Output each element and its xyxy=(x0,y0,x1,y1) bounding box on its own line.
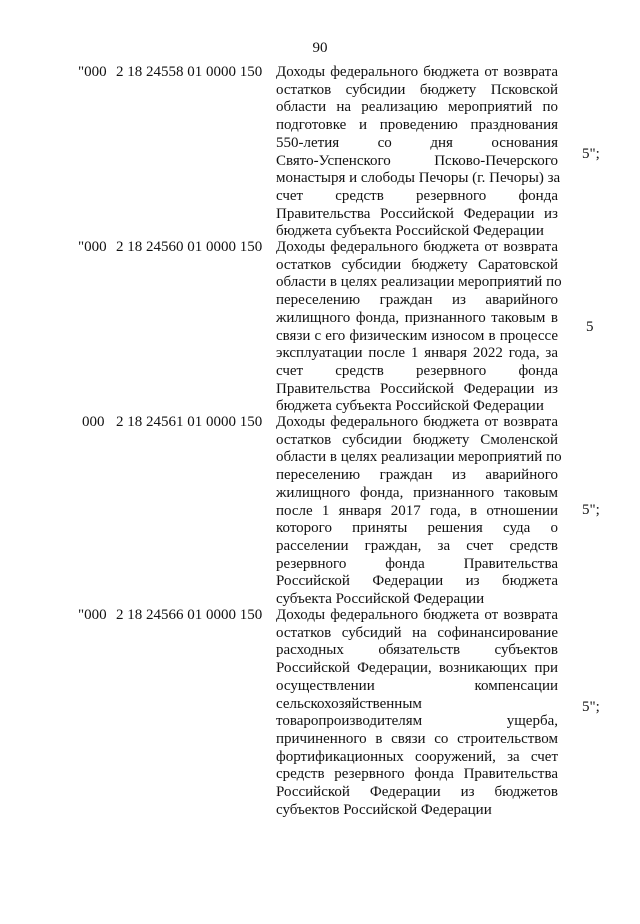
budget-classification-code: 2 18 24558 01 0000 150 xyxy=(116,64,263,80)
description-line: субъектов Российской Федерации xyxy=(276,801,492,818)
description-line: переселению граждан из аварийного xyxy=(276,292,558,309)
description-line: субъекта Российской Федерации xyxy=(276,591,485,608)
budget-classification-code: 2 18 24561 01 0000 150 xyxy=(116,414,263,430)
description-line: Российской Федерации, возникающих при xyxy=(276,660,558,677)
description-line: Доходы федерального бюджета от возврата xyxy=(276,239,558,255)
description-line: Российской Федерации из бюджетов xyxy=(276,784,558,801)
income-description xyxy=(276,64,561,240)
description-line: причиненного в связи со строительством xyxy=(276,730,558,747)
admin-code: 000 xyxy=(82,414,105,430)
table-row xyxy=(0,64,640,239)
description-line: остатков субсидии бюджету Псковской xyxy=(276,81,558,98)
table-row xyxy=(0,414,640,607)
standard-rate: 5 xyxy=(586,319,594,335)
admin-code: "000 xyxy=(78,607,107,623)
description-line: остатков субсидии бюджету Саратовской xyxy=(276,256,558,273)
description-line: Доходы федерального бюджета от возврата xyxy=(276,607,558,623)
admin-code: "000 xyxy=(78,64,107,80)
table-row xyxy=(0,607,640,822)
description-line: области в целях реализации мероприятий по xyxy=(276,274,562,291)
standard-rate: 5"; xyxy=(582,699,600,715)
standard-rate: 5"; xyxy=(582,146,600,162)
description-line: области в целях реализации мероприятий по xyxy=(276,449,562,466)
description-line: Правительства Российской Федерации из xyxy=(276,380,558,397)
description-line: переселению граждан из аварийного xyxy=(276,467,558,484)
description-line: резервного фонда Правительства xyxy=(276,555,558,572)
description-line: связи с его физическим износом в процессе xyxy=(276,327,558,344)
description-line: остатков субсидии бюджету Смоленской xyxy=(276,431,558,448)
table-row xyxy=(0,239,640,414)
budget-code-table xyxy=(0,64,640,822)
description-line: расселении граждан, за счет средств xyxy=(276,537,558,554)
description-line: жилищного фонда, признанного таковым xyxy=(276,484,558,501)
description-line: Правительства Российской Федерации из xyxy=(276,205,558,222)
description-line: бюджета субъекта Российской Федерации xyxy=(276,223,544,240)
description-line: 550-летия со дня основания xyxy=(276,134,558,151)
description-line: Доходы федерального бюджета от возврата xyxy=(276,64,558,80)
description-line: после 1 января 2017 года, в отношении xyxy=(276,502,558,519)
description-line: области на реализацию мероприятий по xyxy=(276,99,558,116)
description-line: подготовке и проведению празднования xyxy=(276,117,558,134)
description-line: сельскохозяйственным xyxy=(276,695,422,712)
description-line: фортификационных сооружений, за счет xyxy=(276,748,558,765)
description-line: счет средств резервного фонда xyxy=(276,362,558,379)
description-line: Доходы федерального бюджета от возврата xyxy=(276,414,558,430)
admin-code: "000 xyxy=(78,239,107,255)
income-description xyxy=(276,607,558,822)
description-line: осуществлении компенсации xyxy=(276,677,558,694)
description-line: Свято-Успенского Псково-Печерского xyxy=(276,152,558,169)
description-line: средств резервного фонда Правительства xyxy=(276,766,558,783)
description-line: монастыря и слободы Печоры (г. Печоры) за xyxy=(276,170,561,187)
description-line: Российской Федерации из бюджета xyxy=(276,573,558,590)
budget-classification-code: 2 18 24560 01 0000 150 xyxy=(116,239,263,255)
description-line: эксплуатации после 1 января 2022 года, за xyxy=(276,345,558,362)
page-number: 90 xyxy=(312,40,328,56)
budget-classification-code: 2 18 24566 01 0000 150 xyxy=(116,607,263,623)
description-line: которого приняты решения суда о xyxy=(276,520,558,537)
description-line: бюджета субъекта Российской Федерации xyxy=(276,398,544,415)
income-description xyxy=(276,414,562,608)
description-line: расходных обязательств субъектов xyxy=(276,642,558,659)
description-line: счет средств резервного фонда xyxy=(276,187,558,204)
description-line: остатков субсидий на софинансирование xyxy=(276,624,558,641)
description-line: товаропроизводителям ущерба, xyxy=(276,713,558,730)
description-line: жилищного фонда, признанного таковым в xyxy=(276,309,558,326)
standard-rate: 5"; xyxy=(582,502,600,518)
income-description xyxy=(276,239,562,415)
